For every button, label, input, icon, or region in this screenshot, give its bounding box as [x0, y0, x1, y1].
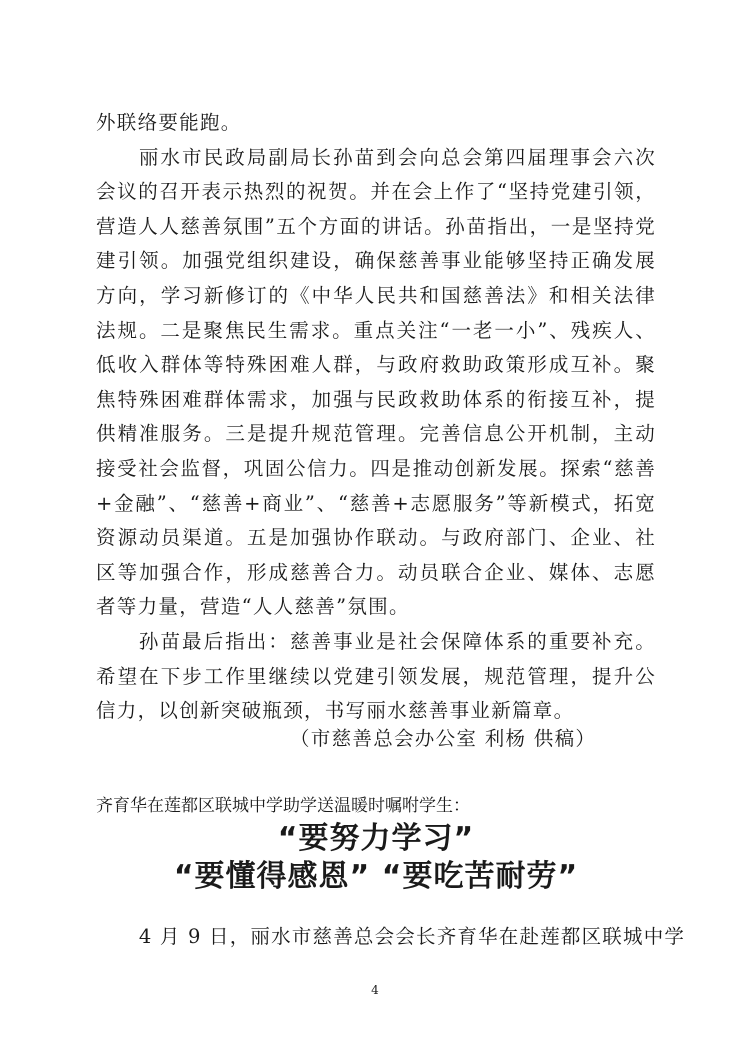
paragraph-conclusion: 孙苗最后指出：慈善事业是社会保障体系的重要补充。希望在下步工作里继续以党建引领发展，规范管理，提升公信力，以创新突破瓶颈，书写丽水慈善事业新篇章。 — [96, 629, 656, 723]
paragraph-speech: 丽水市民政局副局长孙苗到会向总会第四届理事会六次会议的召开表示热烈的祝贺。并在会上作了“坚持党建引领， 营造人人慈善氛围”五个方面的讲话。孙苗指出，一是坚持党建引领。加强党组织建设，确保慈善事业能够坚持正确发展方向，学习新修订的《中华人民共和国慈善法》和相关法律法规。二是聚焦民生需求。重点关注“一老一小”、残疾人、低收入群体等特殊困难人群，与政府救助政策形成互补。聚焦特殊困难群体需求，加强与民政救助体系的衔接互补，提供精准服务。三是提升规范管理。完善信息公开机制，主动接受社会监督，巩固公信力。四是推动创新发展。探索“慈善+金融”、“慈善+商业”、“慈善+志愿服务”等新模式，拓宽资源动员渠道。五是加强协作联动。与政府部门、企业、社区等加强合作，形成慈善合力。动员联合企业、媒体、志愿者等力量，营造“人人慈善”氛围。 — [96, 145, 656, 619]
next-article-lead: 4 月 9 日，丽水市慈善总会会长齐育华在赴莲都区联城中学 — [138, 925, 686, 948]
next-article-headline-line2: “要懂得感恩” “要吃苦耐劳” — [173, 859, 579, 894]
article-credit: （市慈善总会办公室 利杨 供稿） — [290, 727, 597, 750]
paragraph-continuation: 外联络要能跑。 — [96, 111, 242, 134]
next-article-kicker: 齐育华在莲都区联城中学助学送温暖时嘱咐学生： — [96, 796, 470, 816]
next-article-headline-line1: “要努力学习” — [277, 821, 475, 856]
page-number: 4 — [371, 983, 379, 997]
article-body — [96, 106, 656, 729]
